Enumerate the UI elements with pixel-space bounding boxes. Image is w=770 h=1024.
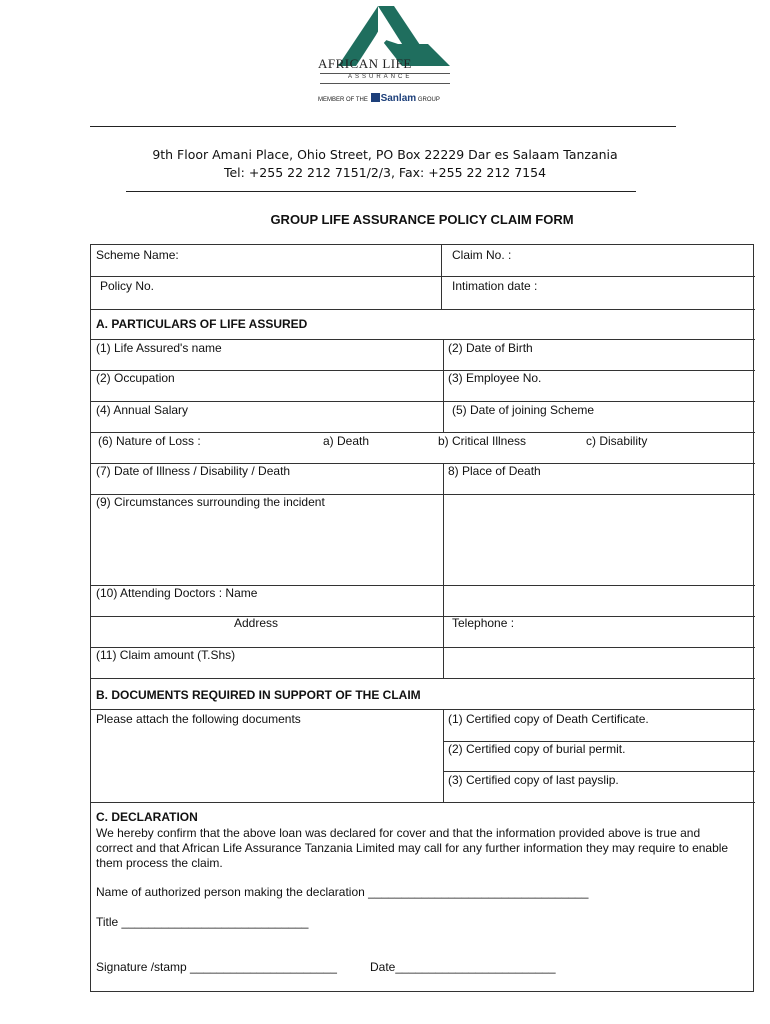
document-item: (2) Certified copy of burial permit. [448, 742, 626, 756]
address-divider [126, 191, 636, 192]
address-line-1: 9th Floor Amani Place, Ohio Street, PO Box 22229 Dar es Salaam Tanzania [152, 147, 618, 162]
row-divider [91, 401, 755, 402]
title-field[interactable]: Title ____________________________ [96, 915, 309, 929]
claim-no-label: Claim No. : [452, 248, 512, 262]
option-death: a) Death [323, 434, 370, 448]
doctor-telephone-label: Telephone : [452, 616, 515, 630]
option-critical-illness: b) Critical Illness [438, 434, 527, 448]
address-line-2: Tel: +255 22 212 7151/2/3, Fax: +255 22 212 7154 [223, 165, 547, 180]
annual-salary-label: (4) Annual Salary [96, 403, 189, 417]
col-divider [443, 339, 444, 432]
top-divider [90, 126, 676, 127]
section-a-title: A. PARTICULARS OF LIFE ASSURED [96, 317, 308, 331]
employee-no-label: (3) Employee No. [448, 371, 542, 385]
place-of-death-label: 8) Place of Death [448, 464, 541, 478]
doctor-address-label: Address [234, 616, 279, 630]
life-assured-name-label: (1) Life Assured's name [96, 341, 222, 355]
claim-amount-label: (11) Claim amount (T.Shs) [96, 648, 236, 662]
document-item: (1) Certified copy of Death Certificate. [448, 712, 649, 726]
member-line [318, 93, 440, 104]
row-divider [91, 616, 755, 617]
row-divider [443, 771, 755, 772]
row-divider [91, 339, 755, 340]
policy-no-label: Policy No. [100, 279, 155, 293]
signature-field[interactable]: Signature /stamp ______________________ [96, 960, 337, 974]
occupation-label: (2) Occupation [96, 371, 175, 385]
section-b-title: B. DOCUMENTS REQUIRED IN SUPPORT OF THE CLAIM [96, 688, 421, 702]
date-of-birth-label: (2) Date of Birth [448, 341, 533, 355]
attach-documents-label: Please attach the following documents [96, 712, 301, 726]
row-divider [91, 432, 755, 433]
scheme-name-label: Scheme Name: [96, 248, 179, 262]
row-divider [91, 678, 755, 679]
row-divider [91, 709, 755, 710]
member-suffix: GROUP [417, 97, 440, 103]
row-divider [91, 802, 755, 803]
row-divider [91, 370, 755, 371]
nature-of-loss-label: (6) Nature of Loss : [98, 434, 201, 448]
row-divider [91, 276, 755, 277]
declaration-text: We hereby confirm that the above loan was declared for cover and that the information provided above is true and correct and that African Life Assurance Tanzania Limited may call for any further information they may require to enable them process the claim. [96, 826, 729, 870]
doctors-name-label: (10) Attending Doctors : Name [96, 586, 258, 600]
member-brand: Sanlam [380, 93, 417, 104]
intimation-date-label: Intimation date : [452, 279, 538, 293]
authorized-person-field[interactable]: Name of authorized person making the declaration _________________________________ [96, 885, 589, 899]
circumstances-label: (9) Circumstances surrounding the incident [96, 495, 325, 509]
section-c-title: C. DECLARATION [96, 810, 198, 824]
date-field[interactable]: Date________________________ [370, 960, 556, 974]
form-title: GROUP LIFE ASSURANCE POLICY CLAIM FORM [270, 212, 574, 227]
document-item: (3) Certified copy of last payslip. [448, 773, 619, 787]
option-disability: c) Disability [586, 434, 648, 448]
date-illness-label: (7) Date of Illness / Disability / Death [96, 464, 291, 478]
member-prefix: MEMBER OF THE [318, 97, 368, 103]
row-divider [91, 309, 755, 310]
date-joining-label: (5) Date of joining Scheme [452, 403, 595, 417]
logo-brand-text: AFRICAN LIFE [318, 56, 412, 71]
col-divider [441, 245, 442, 309]
sanlam-icon [371, 93, 380, 102]
logo-sub-text: ASSURANCE [348, 74, 413, 80]
claim-form [90, 244, 754, 992]
logo-divider [320, 83, 450, 84]
col-divider [443, 463, 444, 678]
company-logo [318, 4, 458, 108]
col-divider [443, 709, 444, 802]
